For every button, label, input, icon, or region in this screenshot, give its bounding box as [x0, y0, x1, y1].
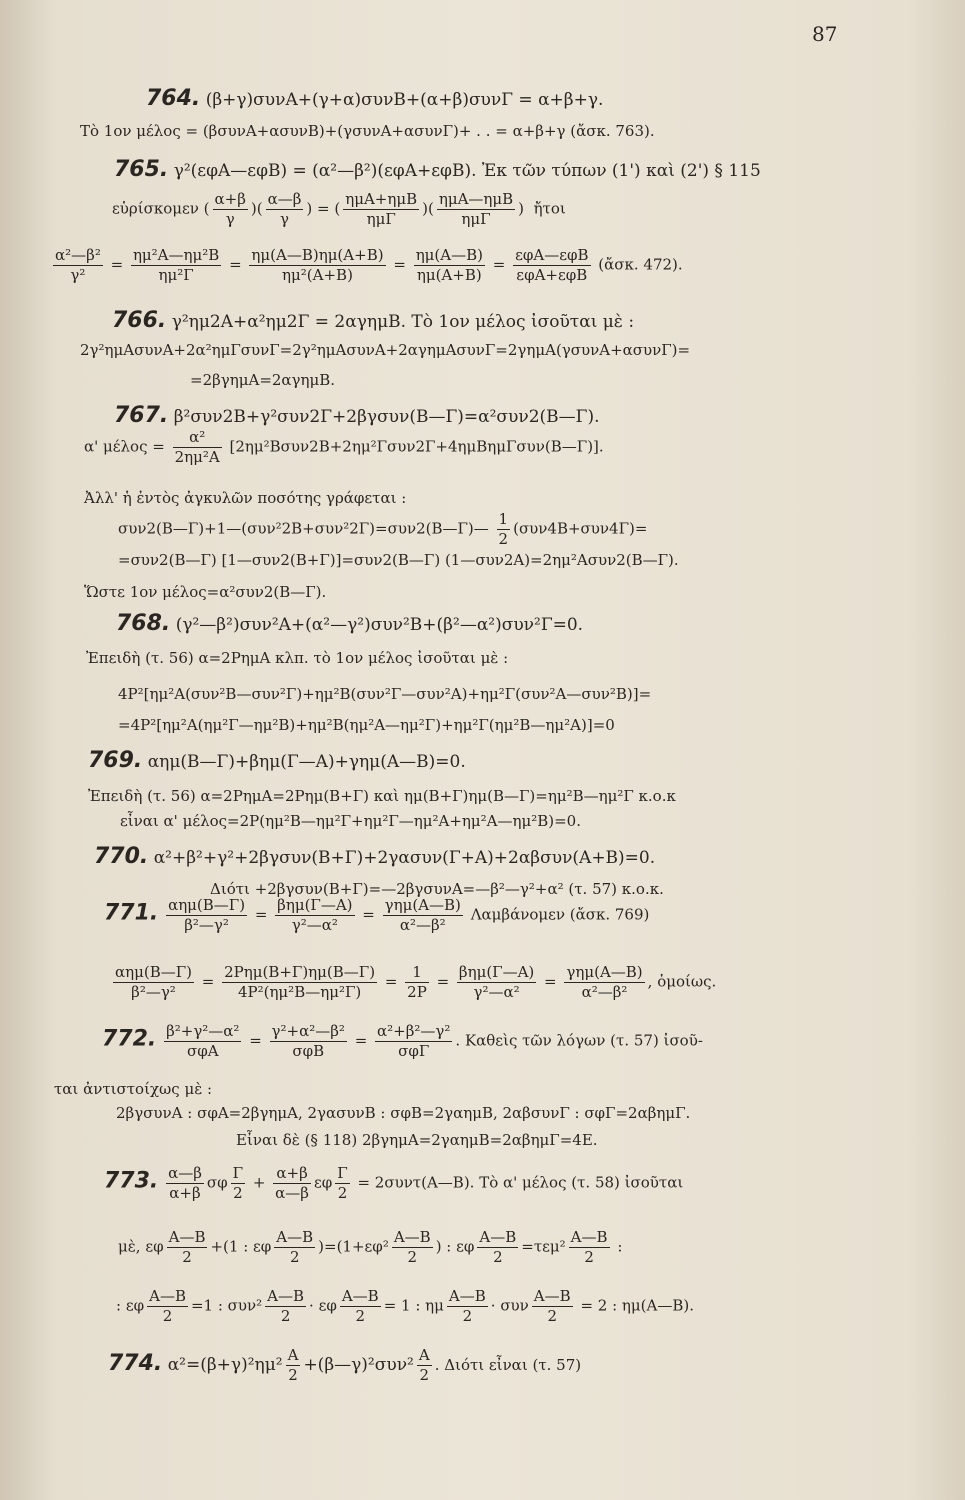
numerator: ημΑ—ημΒ	[438, 190, 514, 208]
denominator: 2	[280, 1306, 291, 1325]
fraction	[265, 1287, 306, 1326]
exercise-767-line4	[118, 510, 647, 549]
fraction	[383, 896, 463, 935]
fraction	[375, 1022, 452, 1061]
fraction	[286, 1346, 301, 1385]
fraction	[222, 963, 377, 1002]
fraction	[166, 1164, 204, 1203]
denominator: α²—β²	[581, 982, 628, 1001]
exercise-767-line2	[84, 428, 604, 467]
numerator: α—β	[168, 1164, 202, 1182]
text-run: [2ημ²Βσυν2Β+2ημ²Γσυν2Γ+4ημΒημΓσυν(Β—Γ)].	[229, 437, 604, 456]
fraction	[335, 1164, 349, 1203]
denominator: 2	[233, 1183, 243, 1202]
numerator: Α—Β	[267, 1287, 305, 1305]
denominator: γ²—α²	[473, 982, 520, 1001]
fraction	[213, 190, 248, 229]
denominator: 2	[493, 1247, 503, 1266]
denominator: β²—γ²	[184, 915, 229, 934]
exercise-number: 769.	[88, 748, 143, 773]
equation-text: γ²(εφΑ—εφΒ) = (α²—β²)(εφΑ+εφΒ). Ἐκ τῶν τύπων (1') καὶ (2') § 115	[173, 161, 761, 181]
text-run: . Διότι εἶναι (τ. 57)	[434, 1355, 582, 1374]
fraction	[447, 1287, 488, 1326]
fraction	[437, 190, 515, 229]
exercise-765-statement	[114, 159, 761, 181]
text-run: , ὁμοίως.	[647, 972, 717, 991]
exercise-768-line4: =4Ρ²[ημ²Α(ημ²Γ—ημ²Β)+ημ²Β(ημ²Α—ημ²Γ)+ημ²Γ(ημ²Β—ημ²Α)]=0	[118, 716, 615, 734]
fraction	[249, 246, 385, 285]
fraction	[274, 1228, 315, 1267]
denominator: β²—γ²	[131, 982, 176, 1001]
text-run: · εφ	[309, 1296, 337, 1315]
numerator: Α	[287, 1346, 299, 1364]
denominator: ημ²Γ	[158, 265, 194, 284]
fraction	[166, 896, 247, 935]
exercise-769-line3: εἶναι α' μέλος=2Ρ(ημ²Β—ημ²Γ+ημ²Γ—ημ²Α+ημ²Α—ημ²Β)=0.	[120, 812, 581, 830]
denominator: 2	[288, 1365, 298, 1384]
equation-text: β²συν2Β+γ²συν2Γ+2βγσυν(Β—Γ)=α²συν2(Β—Γ).	[173, 407, 600, 427]
numerator: ημ(Α—Β)ημ(Α+Β)	[251, 246, 384, 264]
exercise-number: 773.	[104, 1168, 159, 1194]
exercise-767-statement	[114, 405, 599, 427]
denominator: 2	[584, 1247, 594, 1266]
text-run: · συν	[490, 1296, 529, 1315]
fraction	[513, 246, 590, 285]
text-run: =1 : συν²	[190, 1296, 263, 1315]
exercise-number: 772.	[102, 1026, 157, 1052]
denominator: 2	[355, 1306, 366, 1325]
exercise-769-line2: Ἐπειδὴ (τ. 56) α=2ΡημΑ=2Ρημ(Β+Γ) καὶ ημ(Β+Γ)ημ(Β—Γ)=ημ²Β—ημ²Γ κ.ο.κ	[88, 787, 676, 805]
exercise-number: 768.	[116, 611, 171, 636]
fraction	[231, 1164, 245, 1203]
denominator: α+β	[169, 1183, 201, 1202]
exercise-770-statement	[94, 846, 655, 868]
denominator: 2Ρ	[407, 982, 427, 1001]
numerator: α²	[173, 428, 222, 448]
numerator: α+β	[214, 190, 246, 208]
exercise-773-line2	[118, 1228, 622, 1267]
text-run: εφ	[313, 1173, 333, 1192]
exercise-number: 766.	[112, 308, 167, 333]
exercise-768-statement	[116, 613, 583, 635]
numerator: α+β	[273, 1164, 311, 1184]
text-run: μὲ, εφ	[118, 1237, 164, 1256]
text-run: ) : εφ	[435, 1237, 475, 1256]
text-run: +(β—γ)²συν²	[303, 1354, 414, 1375]
fraction	[266, 190, 304, 229]
exercise-767-line6: Ὥστε 1ον μέλος=α²συν2(Β—Γ).	[84, 583, 327, 601]
exercise-number: 765.	[114, 157, 169, 182]
fraction	[147, 1287, 188, 1326]
denominator: ημ²(Α+Β)	[282, 265, 353, 284]
exercise-765-line3: $\frac{\text{α²—β²}}{\text{γ²}}$ = $\frac{\text{ημ²Α—ημ²Β}}{\text{ημ²Γ}}$ = $\frac{\eta\mu(A—B)\eta\mu(A+B)}{\text{ημ²(Α+Β)}}$ = $\frac{\eta\mu(A—B)}{\eta\mu(A+B)}$ = $\frac{\text{εφΑ—εφΒ}}{\text{εφΑ+εφΒ}}$ (ἄσκ. 472).	[55, 246, 683, 284]
exercise-764-statement	[146, 88, 603, 110]
numerator: Α—Β	[276, 1228, 314, 1246]
text-run: +(1 : εφ	[210, 1237, 272, 1256]
fraction	[457, 963, 536, 1002]
text-run: =τεμ²	[521, 1237, 566, 1256]
exercise-770-line2: Διότι +2βγσυν(Β+Γ)=—2βγσυνΑ=—β²—γ²+α² (τ. 57) κ.ο.κ.	[210, 880, 664, 898]
equation-text: α²+β²+γ²+2βγσυν(Β+Γ)+2γασυν(Γ+Α)+2αβσυν(Α+Β)=0.	[153, 848, 656, 868]
exercise-number: 767.	[114, 403, 169, 428]
numerator: γ²+α²—β²	[271, 1022, 345, 1040]
equation-text: (β+γ)συνΑ+(γ+α)συνΒ+(α+β)συνΓ = α+β+γ.	[205, 90, 604, 110]
text-run: εὑρίσκομεν	[112, 199, 199, 218]
text-run: = 2συντ(Α—Β). Τὸ α' μέλος (τ. 58) ἰσοῦται	[357, 1173, 684, 1192]
exercise-767-line3: Ἀλλ' ἡ ἐντὸς ἀγκυλῶν ποσότης γράφεται :	[84, 489, 407, 507]
numerator: γημ(Α—Β)	[566, 963, 643, 981]
denominator: 2	[289, 1247, 300, 1266]
denominator: 2ημ²Α	[174, 447, 220, 466]
denominator: ημ(Α+Β)	[416, 265, 482, 284]
denominator: ημΓ	[366, 209, 396, 228]
numerator: Α	[418, 1346, 430, 1364]
fraction	[270, 1022, 347, 1061]
text-run: α²=(β+γ)²ημ²	[167, 1354, 283, 1375]
exercise-766-line2: 2γ²ημΑσυνΑ+2α²ημΓσυνΓ=2γ²ημΑσυνΑ+2αγημΑσυνΓ=2γημΑ(γσυνΑ+ασυνΓ)=	[80, 341, 691, 359]
exercise-768-line2: Ἐπειδὴ (τ. 56) α=2ΡημΑ κλπ. τὸ 1ον μέλος ἰσοῦται μὲ :	[86, 649, 509, 667]
denominator: 2	[407, 1247, 418, 1266]
text-run: (ἄσκ. 472).	[598, 255, 683, 274]
numerator: Α—Β	[570, 1228, 608, 1246]
exercise-764-proof: Τὸ 1ον μέλος = (βσυνΑ+ασυνΒ)+(γσυνΑ+ασυνΓ)+ . . = α+β+γ (ἄσκ. 763).	[80, 122, 655, 140]
denominator: 2	[547, 1306, 557, 1325]
equation-text: γ²ημ2Α+α²ημ2Γ = 2αγημΒ. Τὸ 1ον μέλος ἰσοῦται μὲ :	[171, 312, 635, 332]
denominator: γ²	[70, 265, 86, 284]
exercise-765-line2: εὑρίσκομεν ( $\frac{\alpha+\beta}{\gamma}$ )( $\frac{\alpha—\beta}{\gamma}$ ) = ( $\frac{\text{ημΑ+ημΒ}}{\text{ημΓ}}$ )( $\frac{\text{ημΑ—ημΒ}}{\text{ημΓ}}$ ) ἤτοι	[112, 190, 566, 228]
fraction	[564, 963, 644, 1002]
numerator: Α—Β	[168, 1228, 206, 1246]
denominator: σφΓ	[398, 1041, 430, 1060]
numerator: ημ²Α—ημ²Β	[132, 246, 220, 264]
numerator: α—β	[267, 190, 302, 208]
denominator: εφΑ+εφΒ	[516, 265, 588, 284]
exercise-number: 770.	[94, 844, 149, 869]
fraction	[417, 1346, 432, 1385]
fraction	[53, 246, 103, 285]
denominator: σφΒ	[292, 1041, 325, 1060]
fraction	[167, 1228, 208, 1267]
text-run: (συν4Β+συν4Γ)=	[513, 519, 648, 538]
numerator: γημ(Α—Β)	[384, 896, 461, 914]
numerator: 2Ρημ(Β+Γ)ημ(Β—Γ)	[224, 963, 376, 981]
denominator: γ²—α²	[291, 915, 338, 934]
numerator: Α—Β	[149, 1287, 186, 1305]
fraction	[275, 896, 354, 935]
denominator: 4Ρ²(ημ²Β—ημ²Γ)	[237, 982, 362, 1001]
numerator: αημ(Β—Γ)	[168, 896, 246, 914]
denominator: α²—β²	[399, 915, 446, 934]
fraction	[405, 963, 429, 1002]
fraction	[392, 1228, 433, 1267]
numerator: εφΑ—εφΒ	[515, 246, 589, 264]
text-run: . Καθεὶς τῶν λόγων (τ. 57) ἰσοῦ-	[455, 1031, 703, 1050]
equation-text: αημ(Β—Γ)+βημ(Γ—Α)+γημ(Α—Β)=0.	[147, 752, 466, 772]
exercise-number: 774.	[108, 1350, 163, 1376]
exercise-767-line5: =συν2(Β—Γ) [1—συν2(Β+Γ)]=συν2(Β—Γ) (1—συν2Α)=2ημ²Ασυν2(Β—Γ).	[118, 551, 679, 569]
fraction	[131, 246, 221, 285]
fraction	[343, 190, 419, 229]
denominator: 2	[498, 529, 509, 548]
denominator: σφΑ	[186, 1041, 219, 1060]
numerator: ημΑ+ημΒ	[345, 190, 418, 208]
text-run: Λαμβάνομεν (ἄσκ. 769)	[470, 905, 650, 924]
numerator: Α—Β	[448, 1287, 486, 1305]
fraction	[477, 1228, 518, 1267]
numerator: β²+γ²—α²	[166, 1022, 240, 1040]
exercise-774-statement	[108, 1346, 581, 1385]
text-run: : εφ	[116, 1296, 145, 1315]
denominator: ημΓ	[461, 209, 491, 228]
numerator: α²+β²—γ²	[377, 1022, 451, 1040]
numerator: Γ	[337, 1164, 348, 1182]
numerator: Α—Β	[341, 1287, 379, 1305]
exercise-773-line3	[116, 1287, 694, 1326]
denominator: 2	[162, 1306, 173, 1325]
fraction	[340, 1287, 381, 1326]
text-run: )=(1+εφ²	[318, 1237, 389, 1256]
denominator: 2	[182, 1247, 192, 1266]
fraction	[273, 1164, 311, 1203]
numerator: βημ(Γ—Α)	[277, 896, 353, 914]
exercise-772-statement: 772. $\frac{\text{β²+γ²—α²}}{\text{σφΑ}}$ = $\frac{\text{γ²+α²—β²}}{\text{σφΒ}}$ = $\frac{\text{α²+β²—γ²}}{\text{σφΓ}}$ . Καθεὶς τῶν λόγων (τ. 57) ἰσοῦ-	[102, 1022, 703, 1060]
fraction	[113, 963, 194, 1002]
equation-text: (γ²—β²)συν²Α+(α²—γ²)συν²Β+(β²—α²)συν²Γ=0.	[175, 615, 584, 635]
exercise-772-line3: 2βγσυνΑ : σφΑ=2βγημΑ, 2γασυνΒ : σφΒ=2γαημΒ, 2αβσυνΓ : σφΓ=2αβημΓ.	[116, 1104, 691, 1122]
text-run: α' μέλος =	[84, 437, 165, 456]
fraction	[569, 1228, 610, 1267]
text-run: ἤτοι	[533, 199, 566, 218]
denominator: 2	[337, 1183, 348, 1202]
fraction	[414, 246, 485, 285]
numerator: Γ	[232, 1164, 244, 1182]
exercise-number: 764.	[146, 86, 201, 111]
denominator: α—β	[275, 1183, 309, 1202]
text-run: = 1 : ημ	[383, 1296, 444, 1315]
numerator: α²—β²	[55, 246, 101, 264]
denominator: 2	[419, 1365, 430, 1384]
exercise-766-statement	[112, 310, 634, 332]
fraction	[173, 428, 222, 467]
exercise-772-line2: ται ἀντιστοίχως μὲ :	[54, 1080, 213, 1098]
fraction	[164, 1022, 241, 1061]
text-run: = 2 : ημ(Α—Β).	[580, 1296, 694, 1315]
page-number: 87	[812, 22, 838, 46]
exercise-766-line3: =2βγημΑ=2αγημΒ.	[190, 371, 336, 389]
text-run: συν2(Β—Γ)+1—(συν²2Β+συν²2Γ)=συν2(Β—Γ)—	[118, 519, 489, 538]
numerator: Α—Β	[393, 1228, 431, 1246]
exercise-768-line3: 4Ρ²[ημ²Α(συν²Β—συν²Γ)+ημ²Β(συν²Γ—συν²Α)+ημ²Γ(συν²Α—συν²Β)]=	[118, 685, 652, 703]
exercise-772-line4: Εἶναι δὲ (§ 118) 2βγημΑ=2γαημΒ=2αβημΓ=4Ε.	[236, 1131, 598, 1149]
fraction	[532, 1287, 573, 1326]
denominator: γ	[225, 209, 235, 228]
text-run: σφ	[206, 1173, 228, 1192]
numerator: Α—Β	[479, 1228, 517, 1246]
text-run: :	[617, 1237, 623, 1256]
exercise-number: 771.	[104, 900, 159, 926]
numerator: ημ(Α—Β)	[415, 246, 483, 264]
exercise-773-statement: 773. $\frac{\alpha—\beta}{\alpha+\beta}$ σφ $\frac{\Gamma}{2}$ + $\frac{\alpha+\beta}{\alpha—\beta}$ εφ $\frac{\Gamma}{2}$ = 2συντ(Α—Β). Τὸ α' μέλος (τ. 58) ἰσοῦται	[104, 1164, 684, 1202]
numerator: βημ(Γ—Α)	[458, 963, 535, 981]
exercise-771-line2: $\frac{\text{αημ(Β—Γ)}}{\text{β²—γ²}}$ = $\frac{\text{2Ρημ(Β+Γ)ημ(Β—Γ)}}{\text{4Ρ²(ημ²Β—ημ²Γ)}}$ = $\frac{1}{2P}$ = $\frac{\text{βημ(Γ—Α)}}{\text{γ²—α²}}$ = $\frac{\text{γημ(Α—Β)}}{\text{α²—β²}}$ , ὁμοίως.	[115, 963, 717, 1001]
denominator: γ	[280, 209, 289, 228]
exercise-769-statement	[88, 750, 466, 772]
fraction	[497, 510, 511, 549]
numerator: 1	[498, 510, 509, 528]
numerator: αημ(Β—Γ)	[115, 963, 192, 981]
numerator: 1	[405, 963, 429, 983]
exercise-771-statement: 771. $\frac{\text{αημ(Β—Γ)}}{\text{β²—γ²}}$ = $\frac{\text{βημ(Γ—Α)}}{\text{γ²—α²}}$ = $\frac{\text{γημ(Α—Β)}}{\text{α²—β²}}$ Λαμβάνομεν (ἄσκ. 769)	[104, 896, 650, 934]
numerator: Α—Β	[533, 1287, 571, 1305]
denominator: 2	[462, 1306, 473, 1325]
